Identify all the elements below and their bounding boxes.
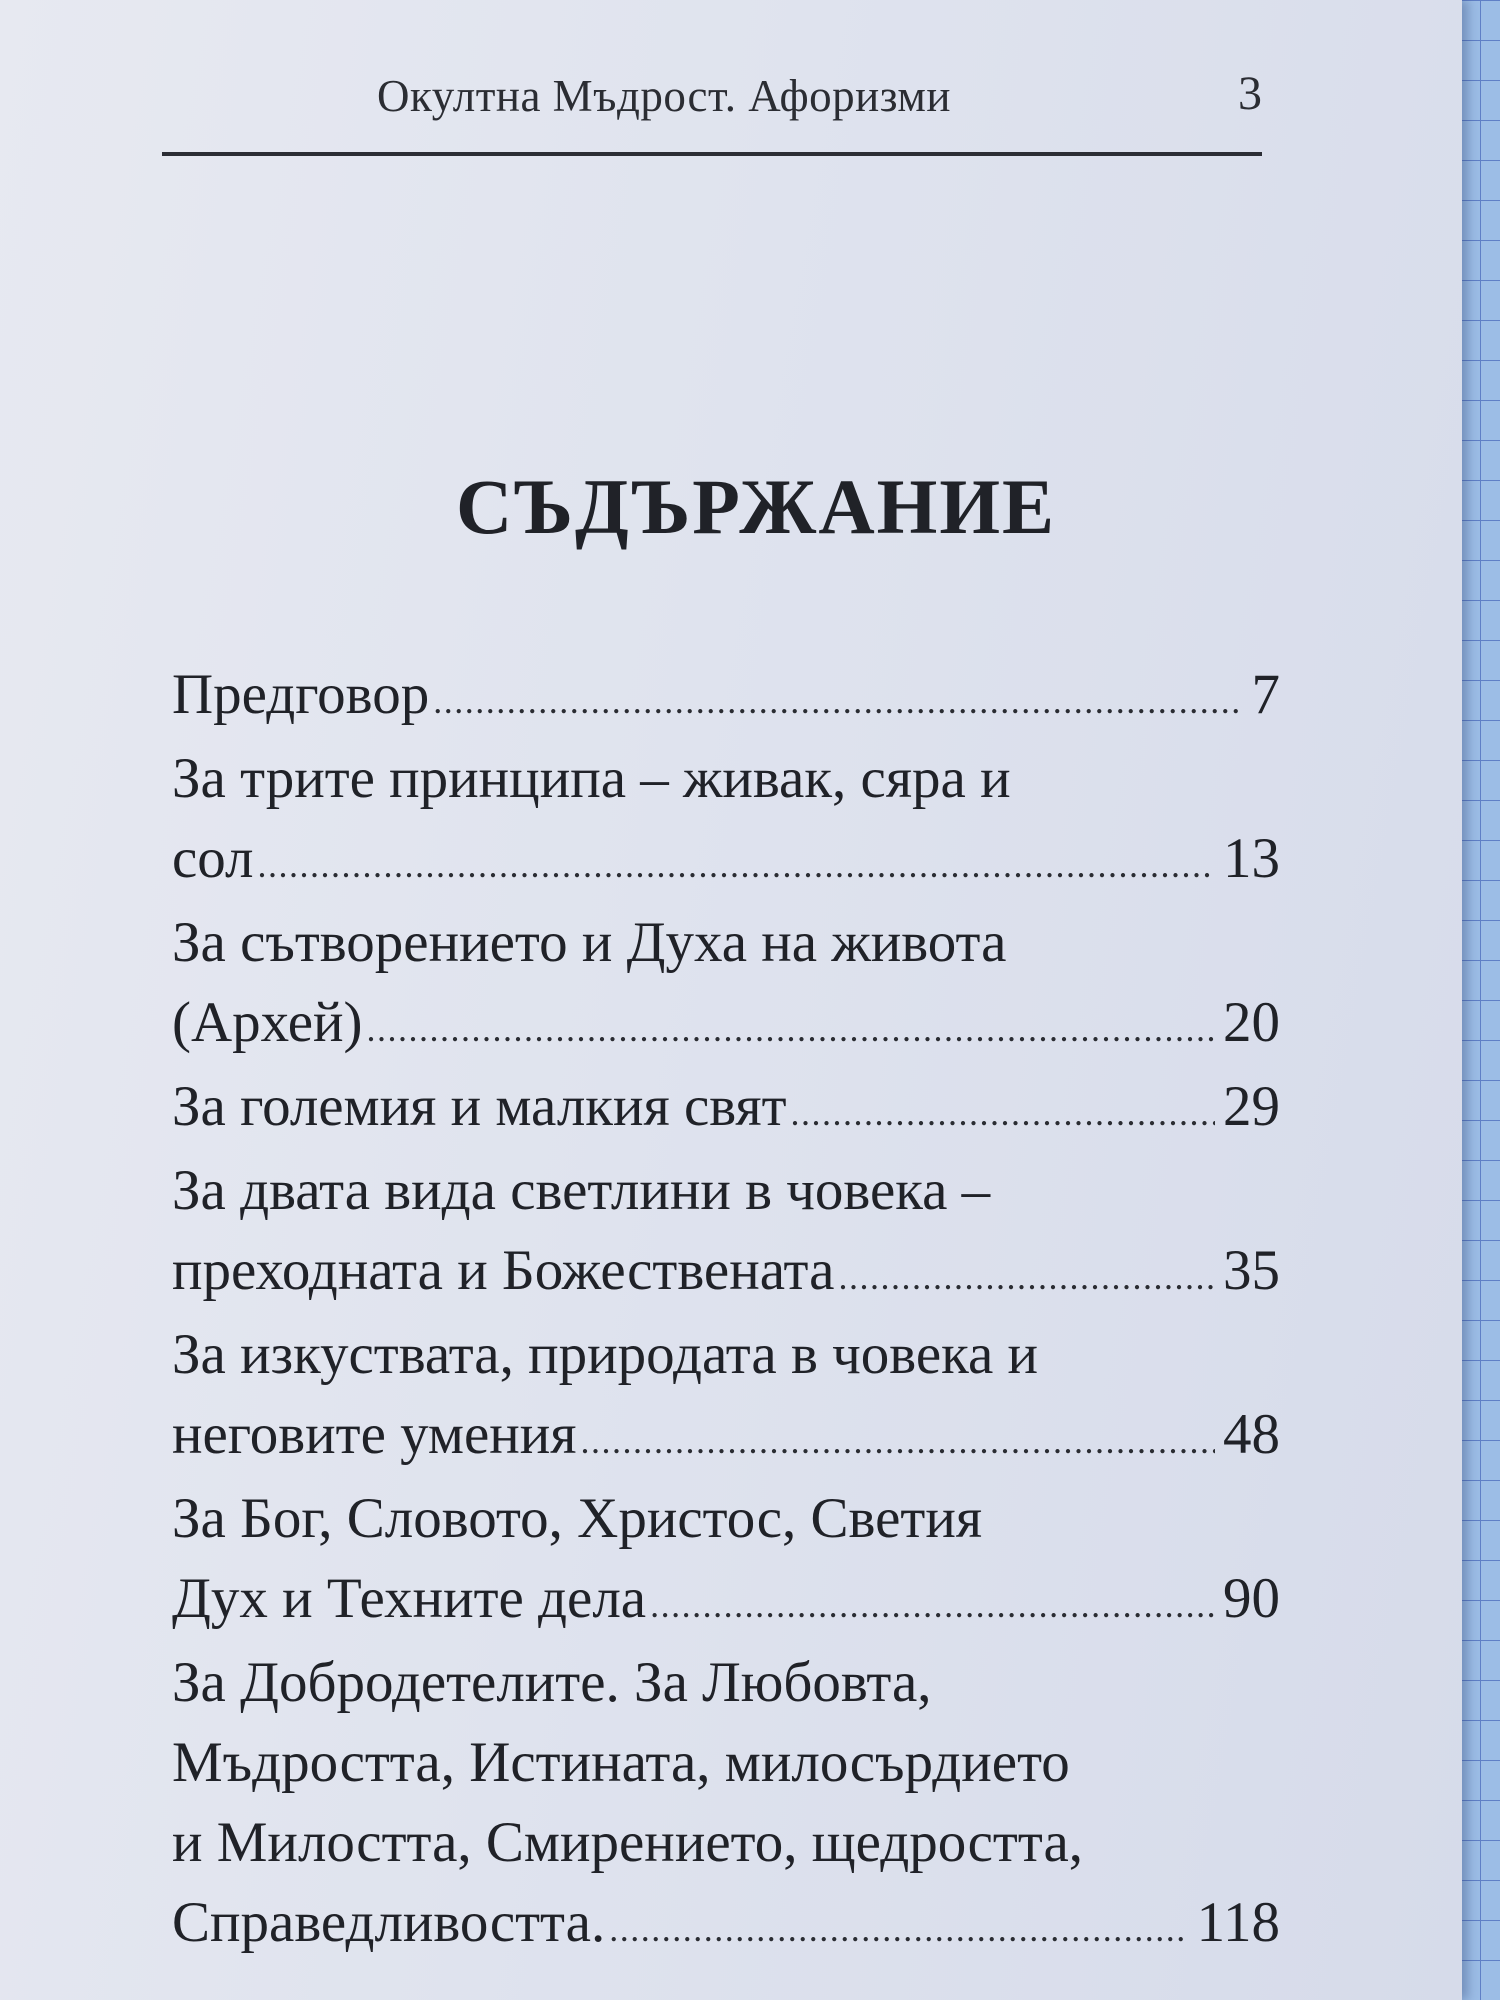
- toc-entry-title: За сътворението и Духа на живота: [172, 911, 1007, 974]
- toc-entry-title: За Бог, Словото, Христос, Светия: [172, 1487, 983, 1550]
- toc-page-number: 13: [1223, 827, 1280, 890]
- toc-entry-last-line: [172, 1559, 1280, 1639]
- toc-entry-last-line: [172, 655, 1280, 735]
- toc-entry-last-line: [172, 1883, 1280, 1963]
- toc-entry: [172, 1315, 1280, 1475]
- toc-page-number: 48: [1223, 1403, 1280, 1466]
- toc-entry-title: Дух и Техните дела: [172, 1567, 647, 1630]
- toc-page-number: 20: [1223, 991, 1280, 1054]
- toc-entry: [172, 903, 1280, 1063]
- toc-entry-last-line: [172, 819, 1280, 899]
- toc-entry-last-line: [172, 983, 1280, 1063]
- toc-entry: [172, 1067, 1280, 1147]
- dot-leader: [650, 1565, 1215, 1645]
- dot-leader: [838, 1237, 1215, 1317]
- toc-entry-title: За големия и малкия свят: [172, 1075, 787, 1138]
- toc-page-number: 7: [1251, 663, 1280, 726]
- toc-entry-line: [172, 1803, 1280, 1883]
- toc-entry-title: и Милостта, Смирението, щедростта,: [172, 1811, 1083, 1874]
- dot-leader: [791, 1073, 1215, 1153]
- dot-leader: [433, 661, 1243, 741]
- dot-leader: [258, 825, 1216, 905]
- toc-page-number: 90: [1223, 1567, 1280, 1630]
- toc-entry-line: [172, 1315, 1280, 1395]
- toc-entry-last-line: [172, 1067, 1280, 1147]
- toc-entry-line: [172, 1151, 1280, 1231]
- page-number: 3: [1238, 67, 1262, 120]
- toc-entry-line: [172, 1479, 1280, 1559]
- toc-entry: [172, 1643, 1280, 1963]
- toc-entry-title: За трите принципа – живак, сяра и: [172, 747, 1011, 810]
- toc-entry-line: [172, 903, 1280, 983]
- running-header: [162, 62, 1262, 130]
- toc-entry-title: Мъдростта, Истината, милосърдието: [172, 1731, 1070, 1794]
- toc-entry: [172, 655, 1280, 735]
- toc-page-number: 118: [1196, 1891, 1280, 1954]
- toc-entry-title: За изкуствата, природата в човека и: [172, 1323, 1039, 1386]
- toc-entry-title: неговите умения: [172, 1403, 577, 1466]
- toc-entry-title: За двата вида светлини в човека –: [172, 1159, 991, 1222]
- toc-entry-last-line: [172, 1231, 1280, 1311]
- table-of-contents: [172, 655, 1280, 1967]
- toc-entry-title: преходната и Божествената: [172, 1239, 835, 1302]
- toc-entry-last-line: [172, 1395, 1280, 1475]
- toc-entry: [172, 1151, 1280, 1311]
- dot-leader: [367, 989, 1215, 1069]
- toc-entry-title: Справедливостта.: [172, 1891, 606, 1954]
- toc-entry-line: [172, 1643, 1280, 1723]
- toc-page-number: 29: [1223, 1075, 1280, 1138]
- toc-entry-title: За Добродетелите. За Любовта,: [172, 1651, 932, 1714]
- toc-entry-title: Предговор: [172, 663, 430, 726]
- toc-entry: [172, 1479, 1280, 1639]
- dot-leader: [580, 1401, 1215, 1481]
- toc-entry-title: (Архей): [172, 991, 363, 1054]
- toc-entry-line: [172, 1723, 1280, 1803]
- toc-entry-title: сол: [172, 827, 254, 890]
- toc-heading: СЪДЪРЖАНИЕ: [455, 463, 1057, 550]
- toc-entry: [172, 739, 1280, 899]
- toc-page-number: 35: [1223, 1239, 1280, 1302]
- toc-entry-line: [172, 739, 1280, 819]
- header-rule: [162, 152, 1262, 156]
- book-title: Окултна Мъдрост. Афоризми: [377, 71, 951, 121]
- dot-leader: [609, 1889, 1188, 1969]
